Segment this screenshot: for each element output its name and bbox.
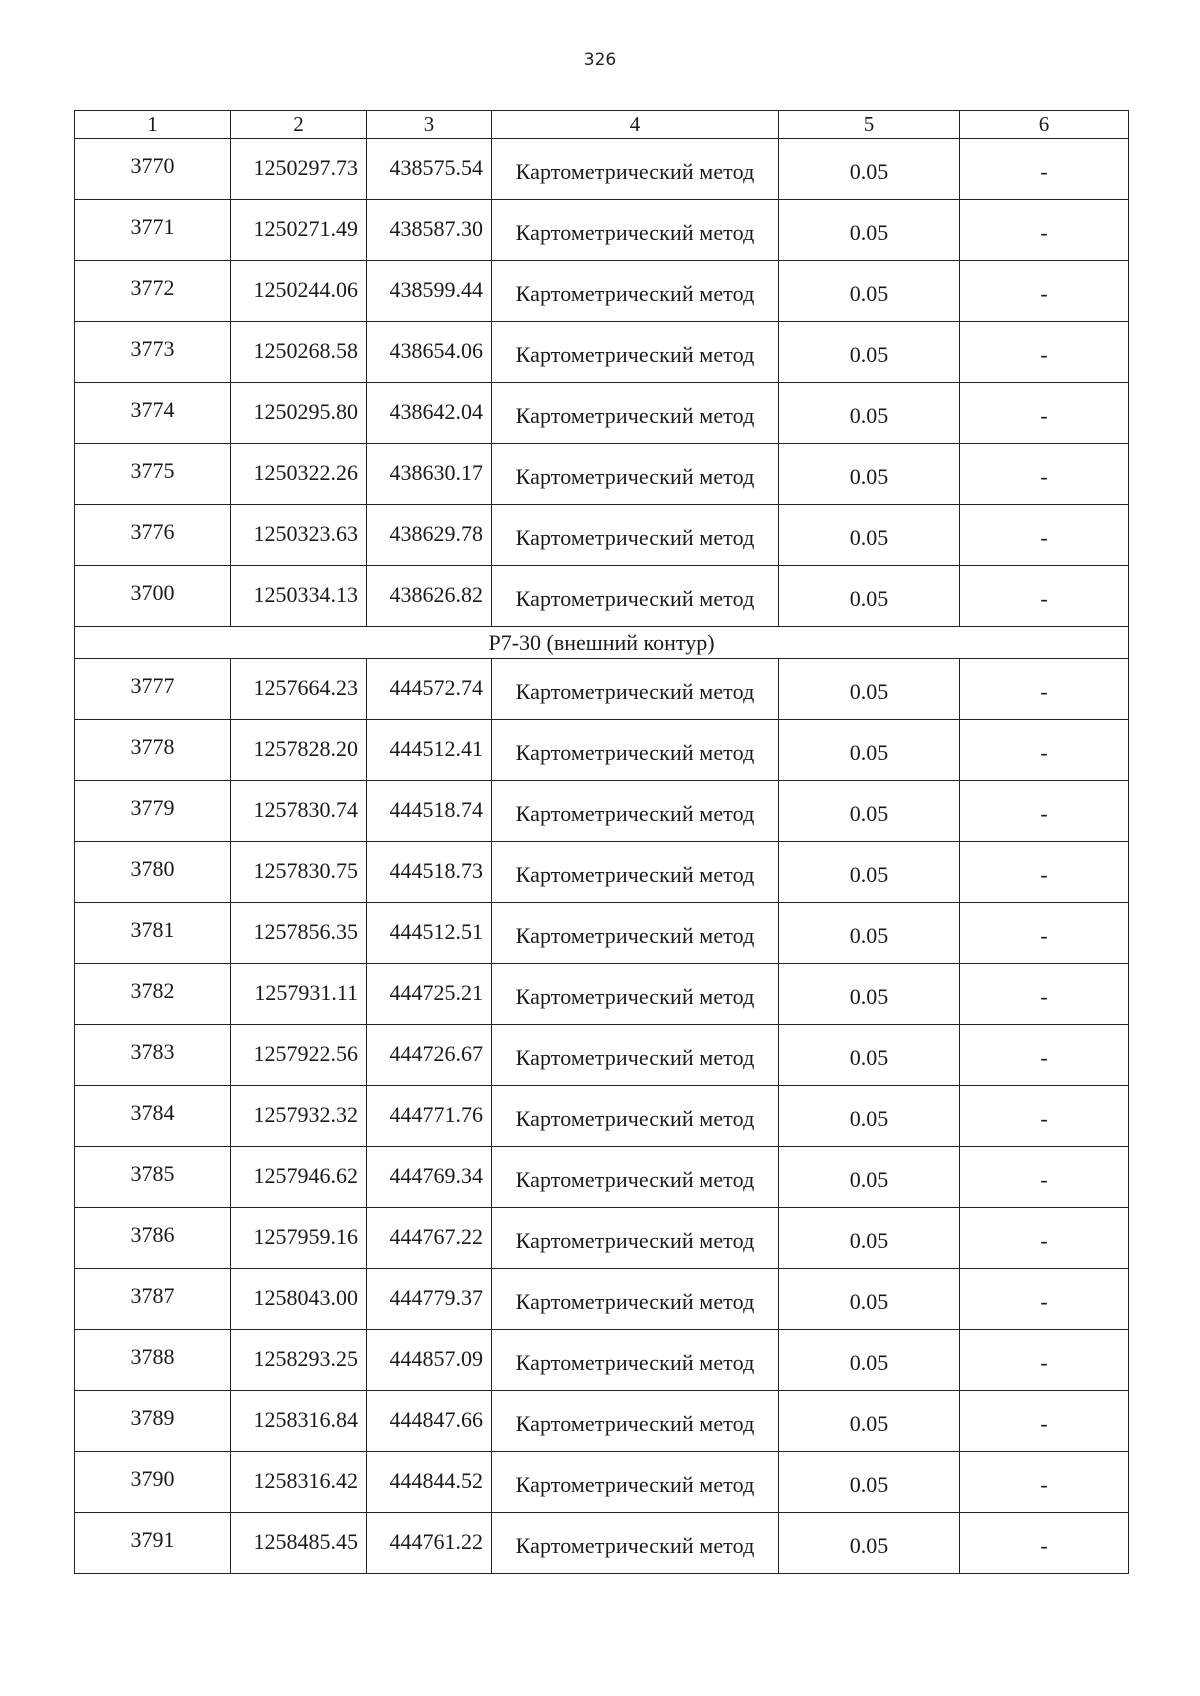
table-row (75, 964, 1129, 1025)
table-row (75, 1452, 1129, 1513)
y-coordinate-cell: 438575.54 (367, 139, 492, 200)
x-coordinate-cell: 1250244.06 (231, 261, 367, 322)
notes-cell: - (960, 505, 1129, 566)
notes-cell: - (960, 1147, 1129, 1208)
table-row (75, 383, 1129, 444)
method-cell: Картометрический метод (492, 1086, 779, 1147)
method-cell: Картометрический метод (492, 1330, 779, 1391)
point-number-cell: 3783 (75, 1025, 231, 1086)
column-header: 5 (779, 111, 960, 139)
accuracy-cell: 0.05 (779, 1330, 960, 1391)
table-row (75, 1208, 1129, 1269)
accuracy-cell: 0.05 (779, 139, 960, 200)
accuracy-cell: 0.05 (779, 1513, 960, 1574)
method-cell: Картометрический метод (492, 383, 779, 444)
column-header: 2 (231, 111, 367, 139)
x-coordinate-cell: 1257946.62 (231, 1147, 367, 1208)
x-coordinate-cell: 1250322.26 (231, 444, 367, 505)
accuracy-cell: 0.05 (779, 505, 960, 566)
notes-cell: - (960, 1452, 1129, 1513)
accuracy-cell: 0.05 (779, 964, 960, 1025)
notes-cell: - (960, 1086, 1129, 1147)
method-cell: Картометрический метод (492, 1269, 779, 1330)
method-cell: Картометрический метод (492, 1147, 779, 1208)
notes-cell: - (960, 261, 1129, 322)
accuracy-cell: 0.05 (779, 444, 960, 505)
section-title-row (75, 627, 1129, 659)
method-cell: Картометрический метод (492, 505, 779, 566)
column-header: 4 (492, 111, 779, 139)
point-number-cell: 3780 (75, 842, 231, 903)
y-coordinate-cell: 444844.52 (367, 1452, 492, 1513)
notes-cell: - (960, 720, 1129, 781)
notes-cell: - (960, 1330, 1129, 1391)
point-number-cell: 3777 (75, 659, 231, 720)
table-row (75, 566, 1129, 627)
y-coordinate-cell: 438654.06 (367, 322, 492, 383)
x-coordinate-cell: 1257664.23 (231, 659, 367, 720)
table-row (75, 322, 1129, 383)
x-coordinate-cell: 1258043.00 (231, 1269, 367, 1330)
table-row (75, 1025, 1129, 1086)
accuracy-cell: 0.05 (779, 1208, 960, 1269)
y-coordinate-cell: 438630.17 (367, 444, 492, 505)
method-cell: Картометрический метод (492, 1452, 779, 1513)
point-number-cell: 3775 (75, 444, 231, 505)
x-coordinate-cell: 1250323.63 (231, 505, 367, 566)
y-coordinate-cell: 444572.74 (367, 659, 492, 720)
y-coordinate-cell: 444779.37 (367, 1269, 492, 1330)
y-coordinate-cell: 444769.34 (367, 1147, 492, 1208)
notes-cell: - (960, 444, 1129, 505)
x-coordinate-cell: 1257959.16 (231, 1208, 367, 1269)
x-coordinate-cell: 1258293.25 (231, 1330, 367, 1391)
point-number-cell: 3778 (75, 720, 231, 781)
x-coordinate-cell: 1257856.35 (231, 903, 367, 964)
table-header-row (75, 111, 1129, 139)
x-coordinate-cell: 1250295.80 (231, 383, 367, 444)
accuracy-cell: 0.05 (779, 1391, 960, 1452)
accuracy-cell: 0.05 (779, 1452, 960, 1513)
method-cell: Картометрический метод (492, 659, 779, 720)
table-row (75, 1513, 1129, 1574)
table-row (75, 139, 1129, 200)
table-row (75, 903, 1129, 964)
method-cell: Картометрический метод (492, 1208, 779, 1269)
table-row (75, 781, 1129, 842)
point-number-cell: 3781 (75, 903, 231, 964)
table-row (75, 261, 1129, 322)
y-coordinate-cell: 438629.78 (367, 505, 492, 566)
point-number-cell: 3776 (75, 505, 231, 566)
point-number-cell: 3788 (75, 1330, 231, 1391)
table-row (75, 720, 1129, 781)
y-coordinate-cell: 444857.09 (367, 1330, 492, 1391)
y-coordinate-cell: 444512.41 (367, 720, 492, 781)
x-coordinate-cell: 1257828.20 (231, 720, 367, 781)
point-number-cell: 3790 (75, 1452, 231, 1513)
table-body (75, 111, 1129, 1574)
accuracy-cell: 0.05 (779, 1147, 960, 1208)
notes-cell: - (960, 1025, 1129, 1086)
point-number-cell: 3773 (75, 322, 231, 383)
method-cell: Картометрический метод (492, 781, 779, 842)
x-coordinate-cell: 1258316.42 (231, 1452, 367, 1513)
point-number-cell: 3774 (75, 383, 231, 444)
accuracy-cell: 0.05 (779, 566, 960, 627)
y-coordinate-cell: 444518.73 (367, 842, 492, 903)
table-row (75, 659, 1129, 720)
table-row (75, 505, 1129, 566)
point-number-cell: 3784 (75, 1086, 231, 1147)
table-row (75, 200, 1129, 261)
method-cell: Картометрический метод (492, 903, 779, 964)
x-coordinate-cell: 1250297.73 (231, 139, 367, 200)
x-coordinate-cell: 1250268.58 (231, 322, 367, 383)
accuracy-cell: 0.05 (779, 200, 960, 261)
point-number-cell: 3770 (75, 139, 231, 200)
x-coordinate-cell: 1257830.74 (231, 781, 367, 842)
notes-cell: - (960, 1269, 1129, 1330)
notes-cell: - (960, 964, 1129, 1025)
x-coordinate-cell: 1258485.45 (231, 1513, 367, 1574)
y-coordinate-cell: 438642.04 (367, 383, 492, 444)
notes-cell: - (960, 781, 1129, 842)
x-coordinate-cell: 1257932.32 (231, 1086, 367, 1147)
method-cell: Картометрический метод (492, 1025, 779, 1086)
notes-cell: - (960, 842, 1129, 903)
point-number-cell: 3700 (75, 566, 231, 627)
x-coordinate-cell: 1257931.11 (231, 964, 367, 1025)
y-coordinate-cell: 444726.67 (367, 1025, 492, 1086)
accuracy-cell: 0.05 (779, 659, 960, 720)
accuracy-cell: 0.05 (779, 322, 960, 383)
x-coordinate-cell: 1250271.49 (231, 200, 367, 261)
point-number-cell: 3782 (75, 964, 231, 1025)
x-coordinate-cell: 1257922.56 (231, 1025, 367, 1086)
table-row (75, 1330, 1129, 1391)
method-cell: Картометрический метод (492, 1391, 779, 1452)
accuracy-cell: 0.05 (779, 842, 960, 903)
y-coordinate-cell: 444725.21 (367, 964, 492, 1025)
accuracy-cell: 0.05 (779, 720, 960, 781)
y-coordinate-cell: 438626.82 (367, 566, 492, 627)
notes-cell: - (960, 659, 1129, 720)
point-number-cell: 3791 (75, 1513, 231, 1574)
method-cell: Картометрический метод (492, 1513, 779, 1574)
column-header: 3 (367, 111, 492, 139)
x-coordinate-cell: 1258316.84 (231, 1391, 367, 1452)
method-cell: Картометрический метод (492, 200, 779, 261)
accuracy-cell: 0.05 (779, 1269, 960, 1330)
point-number-cell: 3786 (75, 1208, 231, 1269)
notes-cell: - (960, 1391, 1129, 1452)
y-coordinate-cell: 444847.66 (367, 1391, 492, 1452)
accuracy-cell: 0.05 (779, 1086, 960, 1147)
y-coordinate-cell: 438587.30 (367, 200, 492, 261)
accuracy-cell: 0.05 (779, 903, 960, 964)
method-cell: Картометрический метод (492, 444, 779, 505)
x-coordinate-cell: 1250334.13 (231, 566, 367, 627)
accuracy-cell: 0.05 (779, 383, 960, 444)
y-coordinate-cell: 438599.44 (367, 261, 492, 322)
point-number-cell: 3789 (75, 1391, 231, 1452)
point-number-cell: 3772 (75, 261, 231, 322)
method-cell: Картометрический метод (492, 842, 779, 903)
y-coordinate-cell: 444518.74 (367, 781, 492, 842)
notes-cell: - (960, 566, 1129, 627)
accuracy-cell: 0.05 (779, 781, 960, 842)
column-header: 6 (960, 111, 1129, 139)
notes-cell: - (960, 383, 1129, 444)
method-cell: Картометрический метод (492, 964, 779, 1025)
y-coordinate-cell: 444771.76 (367, 1086, 492, 1147)
table-row (75, 1391, 1129, 1452)
x-coordinate-cell: 1257830.75 (231, 842, 367, 903)
table-row (75, 1147, 1129, 1208)
y-coordinate-cell: 444512.51 (367, 903, 492, 964)
table-row (75, 842, 1129, 903)
y-coordinate-cell: 444767.22 (367, 1208, 492, 1269)
point-number-cell: 3787 (75, 1269, 231, 1330)
method-cell: Картометрический метод (492, 322, 779, 383)
notes-cell: - (960, 1513, 1129, 1574)
coordinates-table (74, 110, 1129, 1574)
accuracy-cell: 0.05 (779, 1025, 960, 1086)
method-cell: Картометрический метод (492, 261, 779, 322)
accuracy-cell: 0.05 (779, 261, 960, 322)
table-row (75, 444, 1129, 505)
point-number-cell: 3771 (75, 200, 231, 261)
point-number-cell: 3779 (75, 781, 231, 842)
notes-cell: - (960, 903, 1129, 964)
y-coordinate-cell: 444761.22 (367, 1513, 492, 1574)
table-row (75, 1269, 1129, 1330)
notes-cell: - (960, 1208, 1129, 1269)
section-title: Р7-30 (внешний контур) (75, 627, 1129, 659)
method-cell: Картометрический метод (492, 720, 779, 781)
method-cell: Картометрический метод (492, 139, 779, 200)
point-number-cell: 3785 (75, 1147, 231, 1208)
table-row (75, 1086, 1129, 1147)
notes-cell: - (960, 322, 1129, 383)
notes-cell: - (960, 139, 1129, 200)
column-header: 1 (75, 111, 231, 139)
notes-cell: - (960, 200, 1129, 261)
page-number: 326 (583, 50, 617, 70)
method-cell: Картометрический метод (492, 566, 779, 627)
